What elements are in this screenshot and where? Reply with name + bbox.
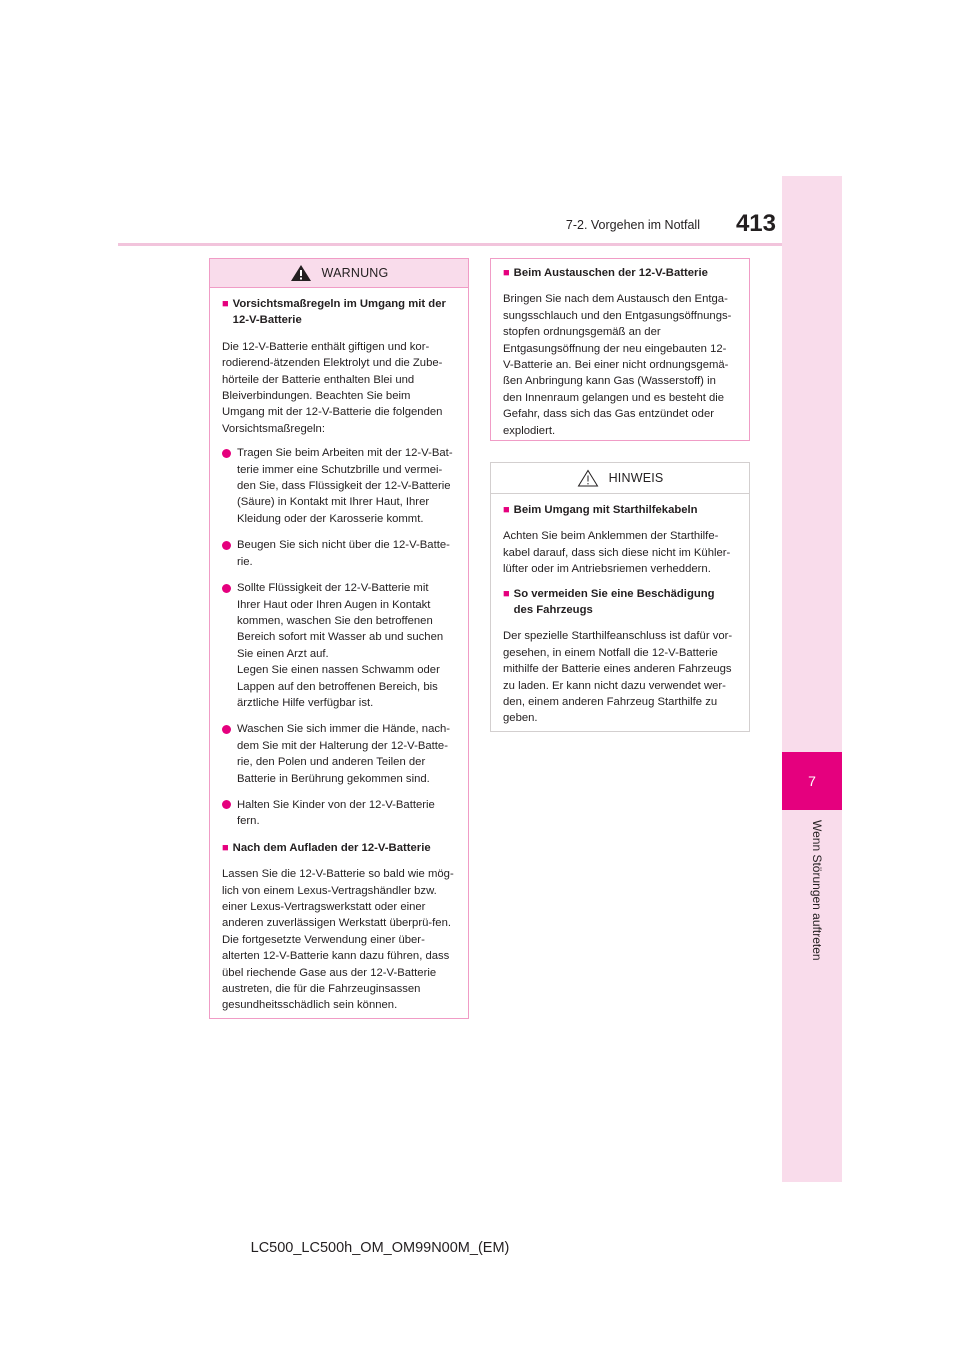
chapter-title: Wenn Störungen auftreten (810, 820, 824, 961)
warning-title: WARNUNG (321, 265, 389, 280)
section-title: 7-2. Vorgehen im Notfall (565, 218, 700, 232)
warning-bullet-extra: Legen Sie einen nassen Schwamm oder Lappen auf den betroffenen Bereich, bis ärztliche Hilfe verfügbar ist. (237, 664, 440, 709)
chapter-number: 7 (808, 773, 816, 789)
note-box (490, 462, 750, 732)
warning-heading-1: ■ Vorsichtsmaßregeln im Umgang mit der 12-V-Batterie (222, 296, 454, 329)
square-bullet-icon: ■ (222, 298, 229, 310)
page-number: 413 (735, 210, 776, 237)
warning-triangle-icon (290, 264, 312, 282)
warning-intro: Die 12-V-Batterie enthält giftigen und kor-rodierend-ätzenden Elektrolyt und die Zube-hörteile der Batterie enthalten Blei und Bleiverbindungen. Beachten Sie beim Umgang mit der 12-V-Batterie die folgenden Vorsichtsmaßregeln: (222, 340, 443, 435)
square-bullet-icon: ■ (503, 587, 510, 600)
note-box-header (491, 463, 749, 494)
warning-bullet: Tragen Sie beim Arbeiten mit der 12-V-Bat-terie immer eine Schutzbrille und vermei-den Sie, dass Flüssigkeit der 12-V-Batterie (Säure) in Kontakt mit Ihrer Haut, Ihrer Kleidung oder der Karosserie kommt. (222, 445, 454, 527)
header-rule (118, 243, 782, 246)
warning-box-header (210, 259, 468, 288)
warning-text-2: Lassen Sie die 12-V-Batterie so bald wie mög-lich von einem Lexus-Vertragshändler bzw. einer Lexus-Vertragswerkstatt oder einer anderen zuverlässigen Werkstatt überprü-fen. Die fortgesetzte Verwendung einer über-alterten 12-V-Batterie kann dazu führen, dass übel riechende Gase aus der 12-V-Batterie austreten, die für die Fahrzeuginsassen gesundheitsschädlich sein können. (222, 868, 454, 1012)
note-title: HINWEIS (608, 470, 664, 485)
battery-replacement-box (490, 258, 750, 441)
replacement-heading: ■ Beim Austauschen der 12-V-Batterie (503, 265, 735, 281)
round-bullet-icon (222, 584, 231, 593)
round-bullet-icon (222, 725, 231, 734)
round-bullet-icon (222, 541, 231, 550)
note-heading-2: ■ So vermeiden Sie eine Beschädigung des Fahrzeugs (503, 586, 735, 619)
caution-triangle-icon (577, 469, 599, 487)
replacement-text: Bringen Sie nach dem Austausch den Entga-sungsschlauch und den Entgasungsöffnungs-stopfen ordnungsgemäß an der Entgasungsöffnung der neu eingebauten 12-V-Batterie an. Bei einer nicht ordnungsgemä-ßen Anbringung kann Gas (Wasserstoff) in den Innenraum gelangen und es besteht die Gefahr, dass sich das Gas entzündet oder explodiert. (503, 293, 732, 437)
warning-bullet: Waschen Sie sich immer die Hände, nach-dem Sie mit der Halterung der 12-V-Batte-rie, den Polen und anderen Teilen der Batterie in Berührung gekommen sind. (222, 721, 454, 787)
document-id: LC500_LC500h_OM_OM99N00M_(EM) (250, 1240, 510, 1256)
chapter-side-band (782, 176, 842, 1182)
square-bullet-icon: ■ (222, 841, 229, 854)
square-bullet-icon: ■ (503, 504, 510, 516)
warning-heading-2: ■ Nach dem Aufladen der 12-V-Batterie (222, 840, 454, 856)
warning-bullet: Beugen Sie sich nicht über die 12-V-Batte-rie. (222, 537, 454, 570)
note-text-1: Achten Sie beim Anklemmen der Starthilfe-kabel darauf, dass sich diese nicht im Kühler-lüfter oder im Antriebsriemen verheddern. (503, 530, 731, 576)
square-bullet-icon: ■ (503, 267, 510, 279)
warning-bullet-text: Sollte Flüssigkeit der 12-V-Batterie mit Ihrer Haut oder Ihren Augen in Kontakt kommen, waschen Sie den betroffenen Bereich sofort mit Wasser ab und suchen Sie einen Arzt auf. (237, 582, 444, 660)
round-bullet-icon (222, 449, 231, 458)
warning-box (209, 258, 469, 1019)
note-text-2: Der spezielle Starthilfeanschluss ist dafür vor-gesehen, in einem Notfall die 12-V-Batterie mithilfe der Batterie eines anderen Fahrzeugs zu laden. Er kann nicht dazu verwendet wer-den, einem anderen Fahrzeug Starthilfe zu geben. (503, 630, 733, 725)
round-bullet-icon (222, 800, 231, 809)
warning-bullet: Halten Sie Kinder von der 12-V-Batterie fern. (222, 797, 454, 830)
chapter-number-tab (782, 752, 842, 810)
note-heading-1: ■ Beim Umgang mit Starthilfekabeln (503, 502, 735, 518)
warning-bullet (222, 580, 454, 711)
